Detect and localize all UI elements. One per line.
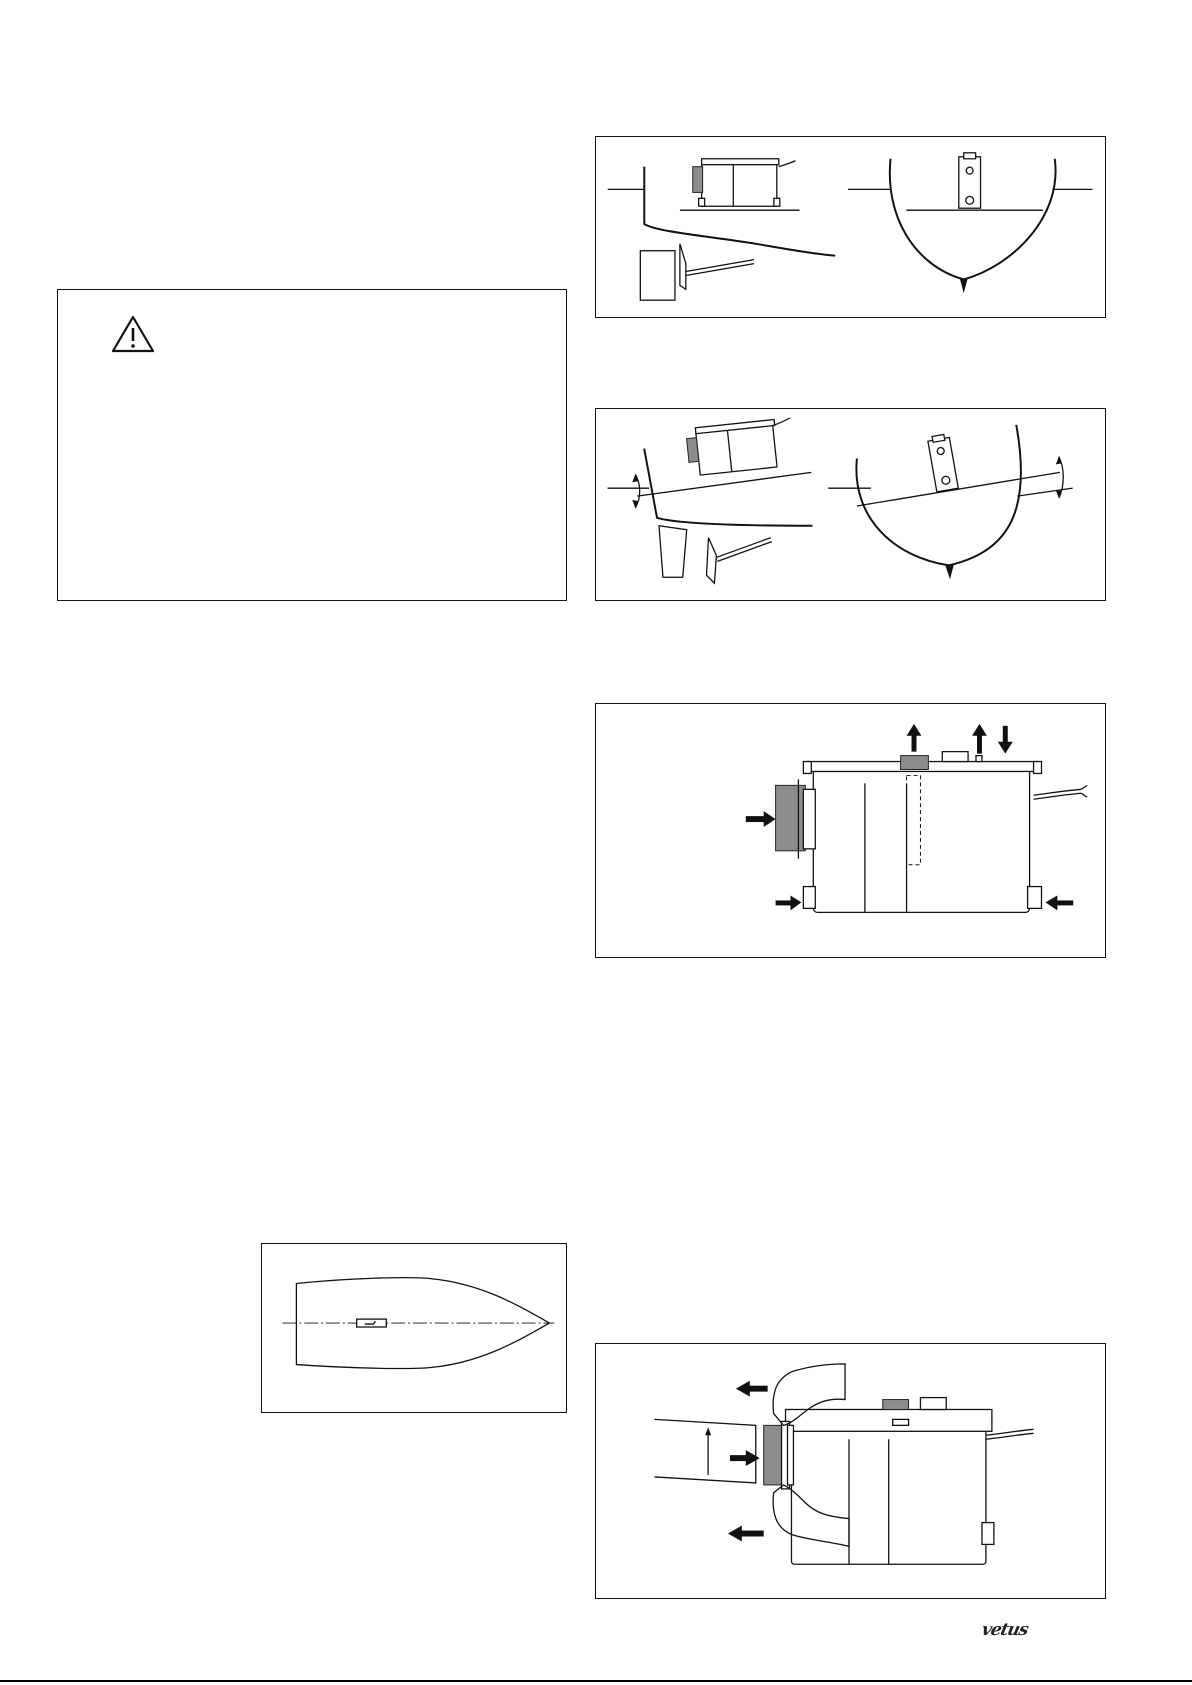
arrow-down-vent-icon xyxy=(998,726,1013,754)
footer-rule xyxy=(0,1680,1192,1682)
brand-logo: vetus xyxy=(979,1620,1030,1640)
arrow-left-bottom-icon xyxy=(1045,895,1073,910)
hose-connection-figure xyxy=(595,1343,1106,1599)
level-installation-figure xyxy=(595,136,1106,318)
inlet-flange xyxy=(776,785,806,850)
arrow-left-upper-icon xyxy=(736,1381,768,1397)
connections-drawing xyxy=(596,704,1105,957)
arrow-right-inlet-icon xyxy=(746,811,776,827)
warning-box xyxy=(57,289,567,601)
tank-side-icon xyxy=(702,163,777,207)
tilted-installation-drawing xyxy=(596,409,1105,600)
hull-plan-figure xyxy=(261,1243,567,1413)
arrow-up-vent-icon xyxy=(972,724,987,754)
connections-figure xyxy=(595,703,1106,958)
outlet-connection xyxy=(901,756,929,770)
hull-plan-drawing xyxy=(262,1244,566,1412)
tank-position-marker xyxy=(357,1319,387,1327)
level-installation-drawing xyxy=(596,137,1105,317)
warning-triangle-icon xyxy=(110,314,156,354)
arrow-right-bottom-icon xyxy=(776,895,802,910)
tank-body xyxy=(813,767,1029,912)
hose-connection-drawing xyxy=(596,1344,1105,1598)
arrow-up-outlet-icon xyxy=(907,724,922,752)
tilted-installation-figure xyxy=(595,408,1106,601)
arrow-left-lower-icon xyxy=(728,1526,764,1542)
